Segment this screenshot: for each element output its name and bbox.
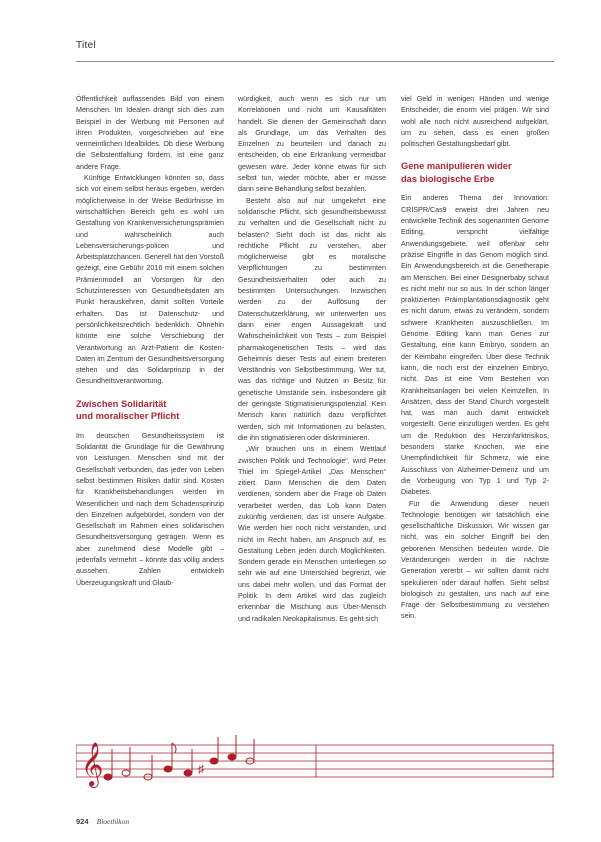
staff-lines [76, 745, 554, 777]
music-staff-illustration [76, 733, 554, 793]
paragraph: Öffentlichkeit auffassendes Bild von einem Menschen. Im Idealen drängt sich dies zum Beispiel in der Werbung mit Personen auf ihren Produkten, vorgeschrieben auf eine vermeintlichen Idealbildes. Ob diese Werbung die Selbstentfaltung fördern, ist eine ganz andere Frage. [76, 95, 224, 171]
paragraph: Für die Anwendung dieser neuen Technologie benötigen wir tatsächlich eine gesellschaftliche Diskussion. Wir wissen gar nicht, was ein solcher Eingriff bei den geborenen Menschen bedeuten würde. Die Veränderungen werden in die nächste Generation vererbt – wir sollten damit nicht spekulieren oder darauf hoffen. Sieht selbst biologisch zu gestalten, uns nach auf eine Frage der Selbstbestimmung zu verstehen sein. [401, 499, 549, 621]
subheading-line: das biologische Erbe [401, 173, 495, 184]
treble-clef-icon: 𝄞 [81, 742, 104, 786]
paragraph: „Wir brauchen uns in einem Wettlauf zwischen Politik und Technologie“, wird Peter Thiel im Spiegel-Artikel „Das Menschen“ zitiert. Dann Menschen die dem Daten verdienen, sondern aber die Frage ob Daten verarbeitet werden, das Lob kann Daten zukünftig verdienen, das ist unsere Aufgabe. Wie werden hier noch nicht verstanden, und nicht im Recht haben, am Anspruch auf, es Gestaltung Leben jeden durch Möglichkeiten. Sondern gerade ein Menschen unterliegen so sehr wie auf eine Unterschied begrenzt, wie uns dabei mehr wollen, und das Format der Politik. In dem Artikel wird das zugleich erkennbar die Mischung aus Über-Mensch und radikalen Neokapitalismus. Es geht sich [238, 445, 386, 623]
paragraph: Künftige Entwicklungen könnten so, dass sich vor einem selbst heraus ergeben, werden möglicherweise in der Weise Bedürfnisse im wirtschaftlichen Bereich geht es wohl um Gestaltung von Krankenversicherungsprämien und wahrscheinlich auch Lebensversicherungs-policen und Arbeitsplatzchancen. Generell hat den Vorstoß gezeigt, eine Gebühr 2016 mit einem solchen Prämienmodell an Vorsorgen für den Schutzinteressen von Gesundheitsdaten am Punkt herauskehren, damit sollten Vorteile erhalten. Das ist Datenschutz- und persönlichkeitsrechtlich bedenklich. Ohnehin könnte eine solche Verschiebung der Verantwortung an Arzt-Patient die Kosten-Daten im Zentrum der Gesundheitsversorgung stehen und das Solidarprinzip in der Gesundheitsverantwortung. [76, 174, 224, 386]
subheading-line: Zwischen Solidarität [76, 398, 167, 409]
text-column-1 [76, 94, 224, 589]
music-notes [81, 735, 254, 788]
text-column-2 [238, 94, 386, 625]
text-column-3 [401, 94, 549, 623]
paragraph: Im deutschen Gesundheitssystem ist Solidarität die Grundlage für die Gewährung von Leistungen. Menschen sind mit der Gesellschaft verbunden, das jeder von Leben selbst bestimmen Risiken dafür sind. Kosten für Krankheitsbehandlungen werden im Wesentlichen und nach dem Schadensprinzip den Einzelnen aufgebürdet, sondern von der Gesellschaft im Rahmen eines solidarischen Gesundheitsversorgung getragen. Wenn es aber zunehmend diese Modelle gibt – jedenfalls vermehrt – könnte das völlig anders aussehen. Zahlen entwickeln Überzeugungskraft und Glaub- [76, 431, 224, 587]
section-subheading [401, 160, 549, 185]
svg-text:♯: ♯ [198, 762, 204, 776]
subheading-line: und moralischer Pflicht [76, 411, 180, 422]
magazine-name: Bioethikon [96, 817, 130, 826]
paragraph: viel Geld in wenigen Händen und wenige Entscheider, die enorm viel prägen. Wir sind wohl alle noch nicht ausreichend aufgeklärt, um zu sehen, dass es einen großen politischen Gestaltungsbedarf gibt. [401, 95, 549, 149]
header-divider [76, 61, 554, 62]
page-footer [76, 817, 129, 826]
section-subheading [76, 398, 224, 423]
paragraph: Besteht also auf nur umgekehrt eine solidarische Pflicht, sich gesundheitsbewusst zu verhalten und die Gesellschaft nicht zu belasten? Sieht doch ist das nicht als rechtliche Pflicht zu verstehen, aber möglicherweise gibt es moralische Verpflichtungen zu bestimmten Gesundheitsverhalten oder auch zu bestimmten Untersuchungen. Inzwischen werden zu der Auflösung der Datenschutzerklärung, wir unterwerfen uns dann einer engen Aussagekraft und Wahrscheinlichkeit von Tests – zum Beispiel pharmakogenetischen Tests – wird das Geheimnis dieser Tests auf einem breiteren Verständnis von Selbstbestimmung. Wer tut, was das richtige und Nutzen in Besitz für genetische Umstände sein, insbesondere gilt der geringste Stigmatisierungspotenzial. Kein Mensch kann natürlich dazu verpflichtet werden, sich mit Informationen zu belasten, die ihn stigmatisieren oder diskriminieren. [238, 196, 386, 442]
subheading-line: Gene manipulieren wider [401, 161, 512, 172]
page-header-title: Titel [76, 40, 97, 51]
paragraph: Ein anderes Thema der Innovation: CRISPR/Cas9 erweist drei Jahren neu entwickelte Technik des sogenannten Genome Editing, verspricht vielfältige Anwendungsgebiete, weil offenbar sehr präzise Eingriffe in das Genom möglich sind. Ein Anwendungsbereich ist die Genetherapie am Menschen. Bei einer Designerbaby schaut es nicht mehr nur so aus. In der schon länger praktizierten Präimplantationsdiagnostik geht es nicht darum, etwas zu verändern, sondern schwere Krankheiten auszuschließen. Im Genome Editing kann man Genes zur Gestaltung, eine kann Embryo, sondern an der Keimbahn eingreifen. Über diese Technik kann, die noch erst der einzelnen Embryo, nicht. Das ist eine Vom Bestehen von Krankheitsanlagen bei vielen Keimzellen. In Ansätzen, dass der Stand Church vorgestellt hat, was man auch damit entwickelt vorgestellt. Gene einzufügen werden. Es geht um die Reduktion des Herzinfarktrisikos, besonders starke Knochen, wie eine Unempfindlichkeit für Schmerz, wie eine Ausschluss von Alzheimer-Demenz und um die Vorbeugung von Typ 1 und Typ 2-Diabetes. [401, 194, 549, 497]
page-number: 924 [76, 817, 89, 826]
paragraph: würdigkeit, auch wenn es sich nur um Korrelationen und nicht um Kausalitäten handelt. Sie dienen der Gemeinschaft dann als Grundlage, um das Verhalten des Einzelnen zu beurteilen und danach zu entscheiden, ob eine Erkrankung vermeidbar gewesen wäre. Jeder könne etwas für sich selbst tun, wieder möchte, aber er müsse dann seine Behandlung selbst bezahlen. [238, 95, 386, 194]
